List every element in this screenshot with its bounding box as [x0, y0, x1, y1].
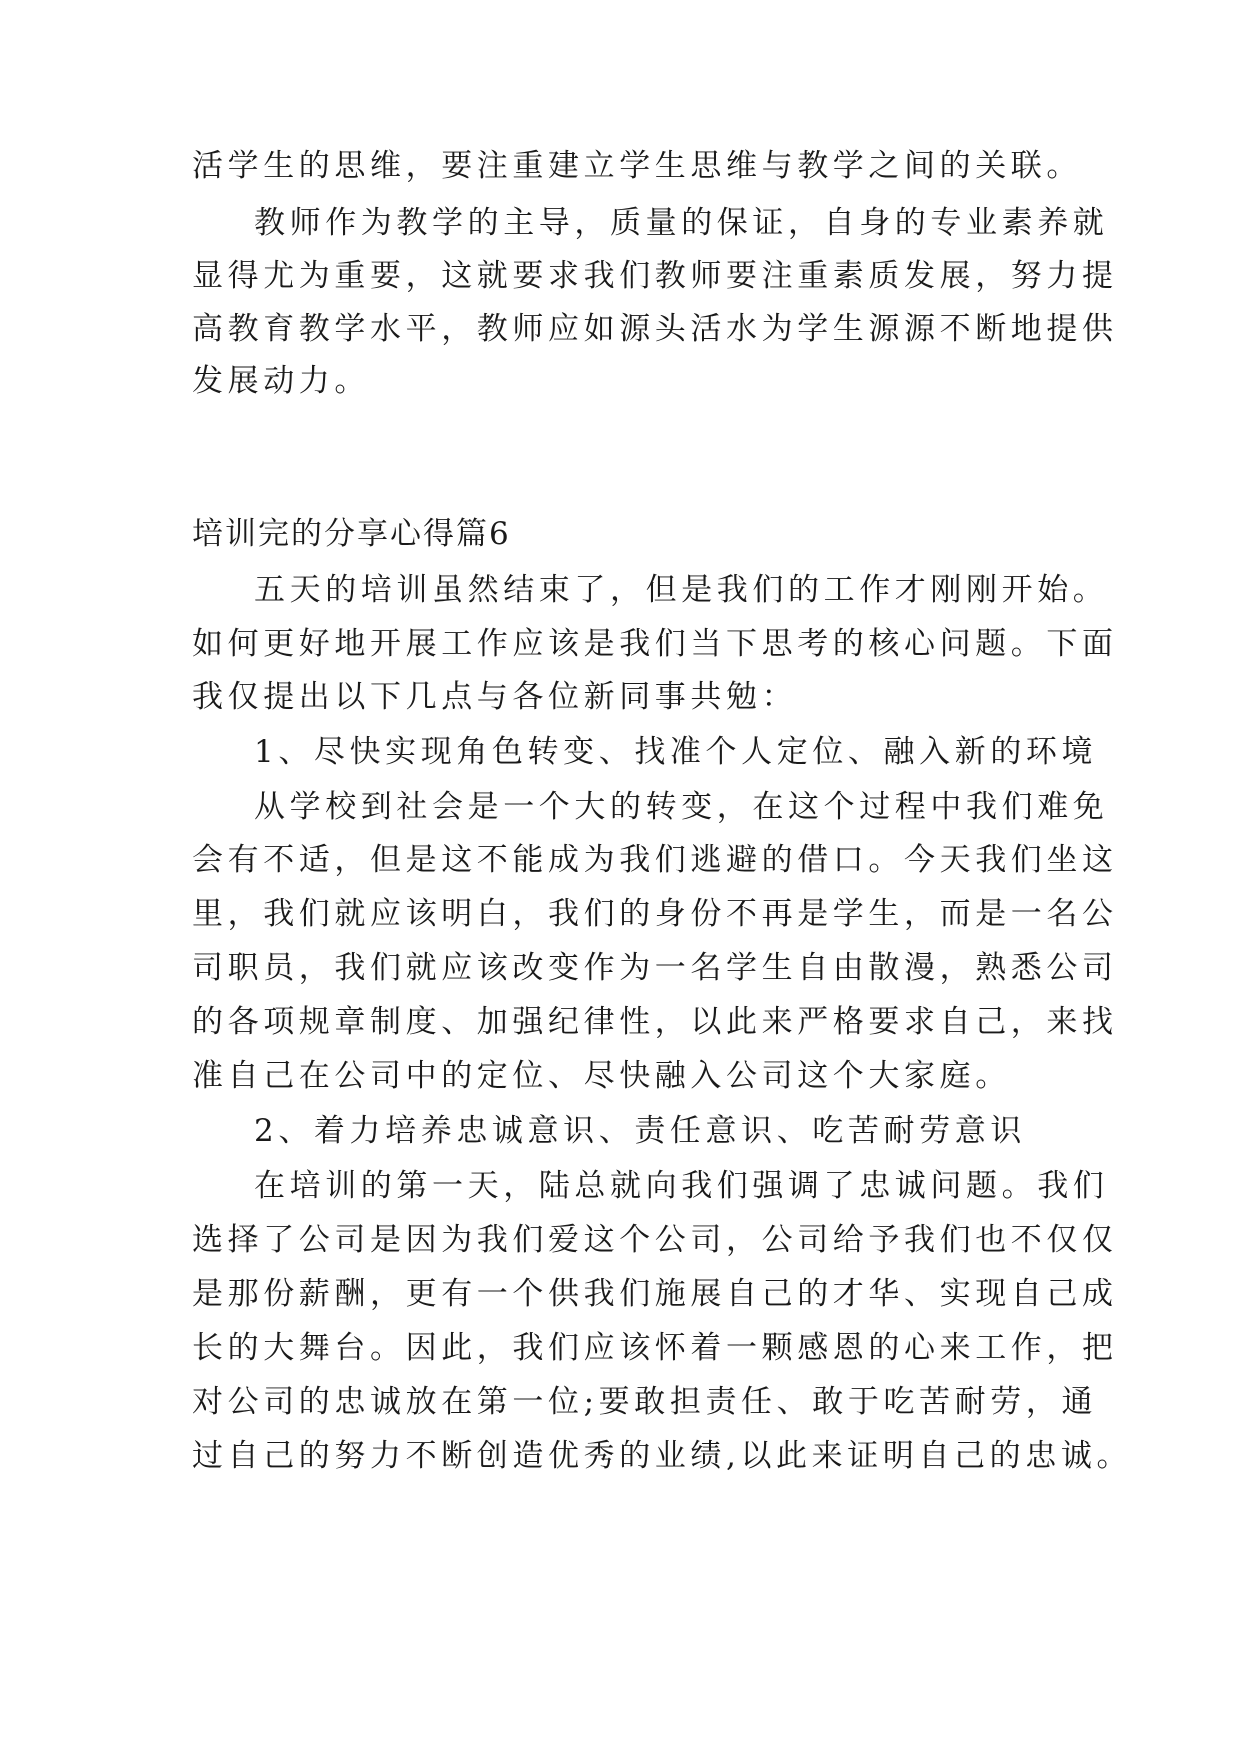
paragraph-line: 五天的培训虽然结束了，但是我们的工作才刚刚开始。 [254, 572, 1109, 608]
paragraph-line: 司职员，我们就应该改变作为一名学生自由散漫，熟悉公司 [192, 950, 1118, 986]
paragraph-line: 里，我们就应该明白，我们的身份不再是学生，而是一名公 [192, 896, 1118, 932]
paragraph-line: 活学生的思维，要注重建立学生思维与教学之间的关联。 [192, 148, 1082, 184]
point-title: 2、着力培养忠诚意识、责任意识、吃苦耐劳意识 [254, 1113, 1026, 1149]
point-title: 1、尽快实现角色转变、找准个人定位、融入新的环境 [254, 734, 1098, 770]
paragraph-line: 对公司的忠诚放在第一位;要敢担责任、敢于吃苦耐劳，通 [192, 1384, 1098, 1420]
paragraph-line: 的各项规章制度、加强纪律性，以此来严格要求自己，来找 [192, 1004, 1118, 1040]
paragraph-line: 在培训的第一天，陆总就向我们强调了忠诚问题。我们 [254, 1168, 1109, 1204]
paragraph-line: 准自己在公司中的定位、尽快融入公司这个大家庭。 [192, 1058, 1011, 1094]
paragraph-line: 会有不适，但是这不能成为我们逃避的借口。今天我们坐这 [192, 842, 1118, 878]
paragraph-line: 发展动力。 [192, 363, 370, 399]
paragraph-line: 从学校到社会是一个大的转变，在这个过程中我们难免 [254, 789, 1109, 825]
paragraph-line: 过自己的努力不断创造优秀的业绩,以此来证明自己的忠诚。 [192, 1438, 1133, 1474]
paragraph-line: 选择了公司是因为我们爱这个公司，公司给予我们也不仅仅 [192, 1222, 1118, 1258]
paragraph-line: 长的大舞台。因此，我们应该怀着一颗感恩的心来工作，把 [192, 1330, 1118, 1366]
paragraph-line: 是那份薪酬，更有一个供我们施展自己的才华、实现自己成 [192, 1276, 1118, 1312]
paragraph-line: 教师作为教学的主导，质量的保证，自身的专业素养就 [254, 205, 1109, 241]
paragraph-line: 显得尤为重要，这就要求我们教师要注重素质发展，努力提 [192, 258, 1118, 294]
section-heading: 培训完的分享心得篇6 [192, 516, 511, 552]
paragraph-line: 高教育教学水平，教师应如源头活水为学生源源不断地提供 [192, 311, 1118, 347]
paragraph-line: 我仅提出以下几点与各位新同事共勉： [192, 679, 798, 715]
paragraph-line: 如何更好地开展工作应该是我们当下思考的核心问题。下面 [192, 626, 1118, 662]
